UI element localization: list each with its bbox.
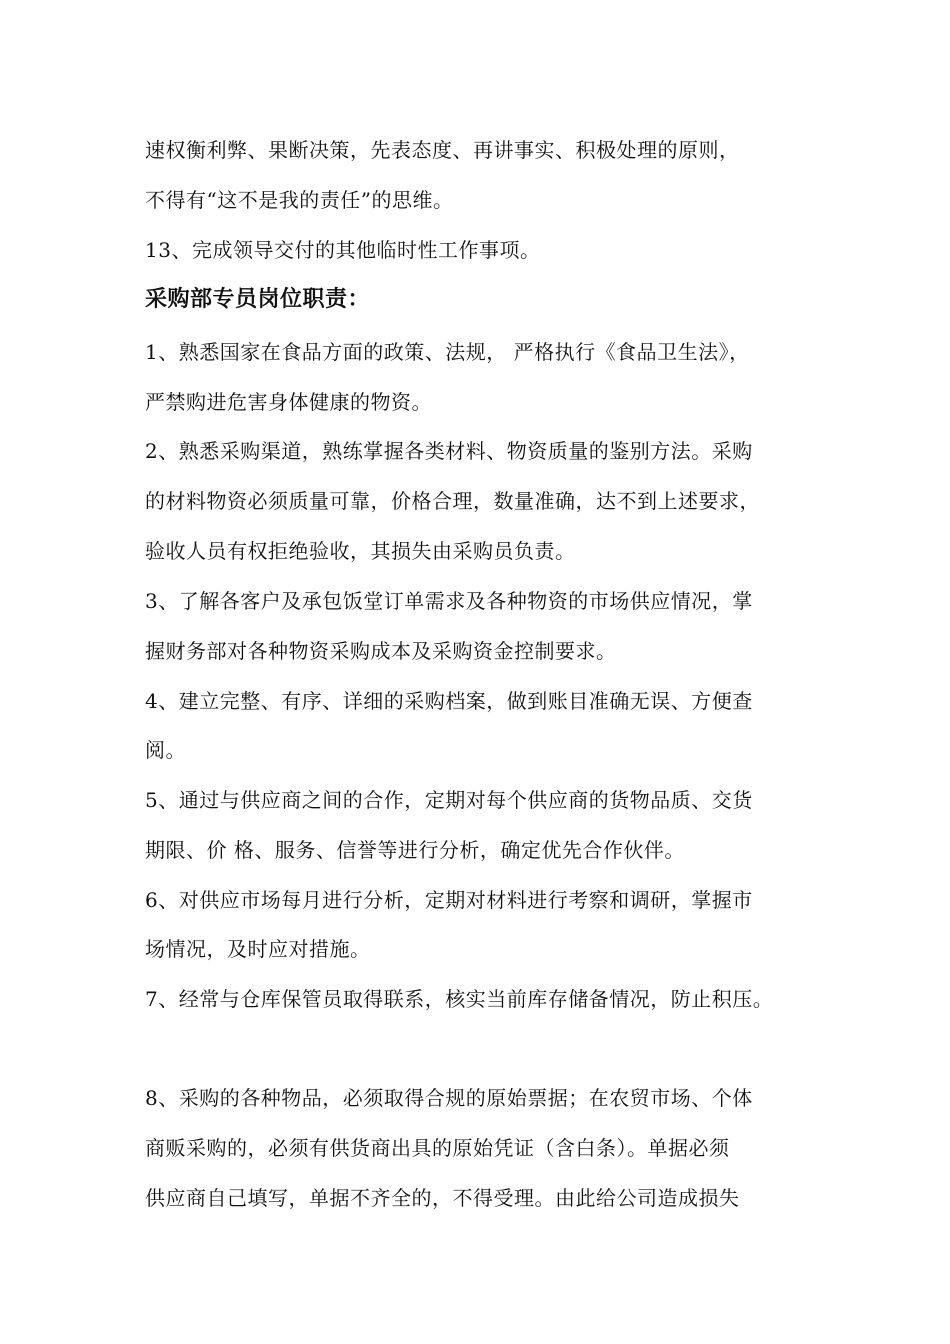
text-line: 不得有“这不是我的责任”的思维。 <box>145 188 454 212</box>
text-line: 6、对供应市场每月进行分析，定期对材料进行考察和调研，掌握市 <box>145 888 753 912</box>
text-line: 1、熟悉国家在食品方面的政策、法规， 严格执行《食品卫生法》， <box>145 340 750 364</box>
text-line: 8、采购的各种物品，必须取得合规的原始票据；在农贸市场、个体 <box>145 1086 753 1110</box>
text-line: 期限、价 格、服务、信誉等进行分析，确定优先合作伙伴。 <box>145 838 685 862</box>
text-line: 握财务部对各种物资采购成本及采购资金控制要求。 <box>145 639 617 663</box>
text-line: 阅。 <box>145 738 186 762</box>
text-line: 13、完成领导交付的其他临时性工作事项。 <box>145 238 541 262</box>
text-line: 3、了解各客户及承包饭堂订单需求及各种物资的市场供应情况，掌 <box>145 589 753 613</box>
text-line: 的材料物资必须质量可靠，价格合理，数量准确，达不到上述要求， <box>145 489 760 513</box>
text-line: 5、通过与供应商之间的合作，定期对每个供应商的货物品质、交货 <box>145 788 753 812</box>
section-heading: 采购部专员岗位职责： <box>145 287 371 312</box>
text-line: 严禁购进危害身体健康的物资。 <box>145 390 432 414</box>
text-line: 商贩采购的，必须有供货商出具的原始凭证（含白条）。单据必须 <box>145 1136 730 1160</box>
text-line: 速权衡利弊、果断决策，先表态度、再讲事实、积极处理的原则， <box>145 138 740 162</box>
text-line: 4、建立完整、有序、详细的采购档案，做到账目准确无误、方便查 <box>145 689 753 713</box>
text-line: 供应商自己填写，单据不齐全的，不得受理。由此给公司造成损失 <box>145 1186 740 1210</box>
text-line: 场情况，及时应对措施。 <box>145 937 371 961</box>
text-line: 2、熟悉采购渠道，熟练掌握各类材料、物资质量的鉴别方法。采购 <box>145 439 753 463</box>
text-line: 7、经常与仓库保管员取得联系，核实当前库存储备情况，防止积压。 <box>145 987 774 1011</box>
text-line: 验收人员有权拒绝验收，其损失由采购员负责。 <box>145 539 576 563</box>
